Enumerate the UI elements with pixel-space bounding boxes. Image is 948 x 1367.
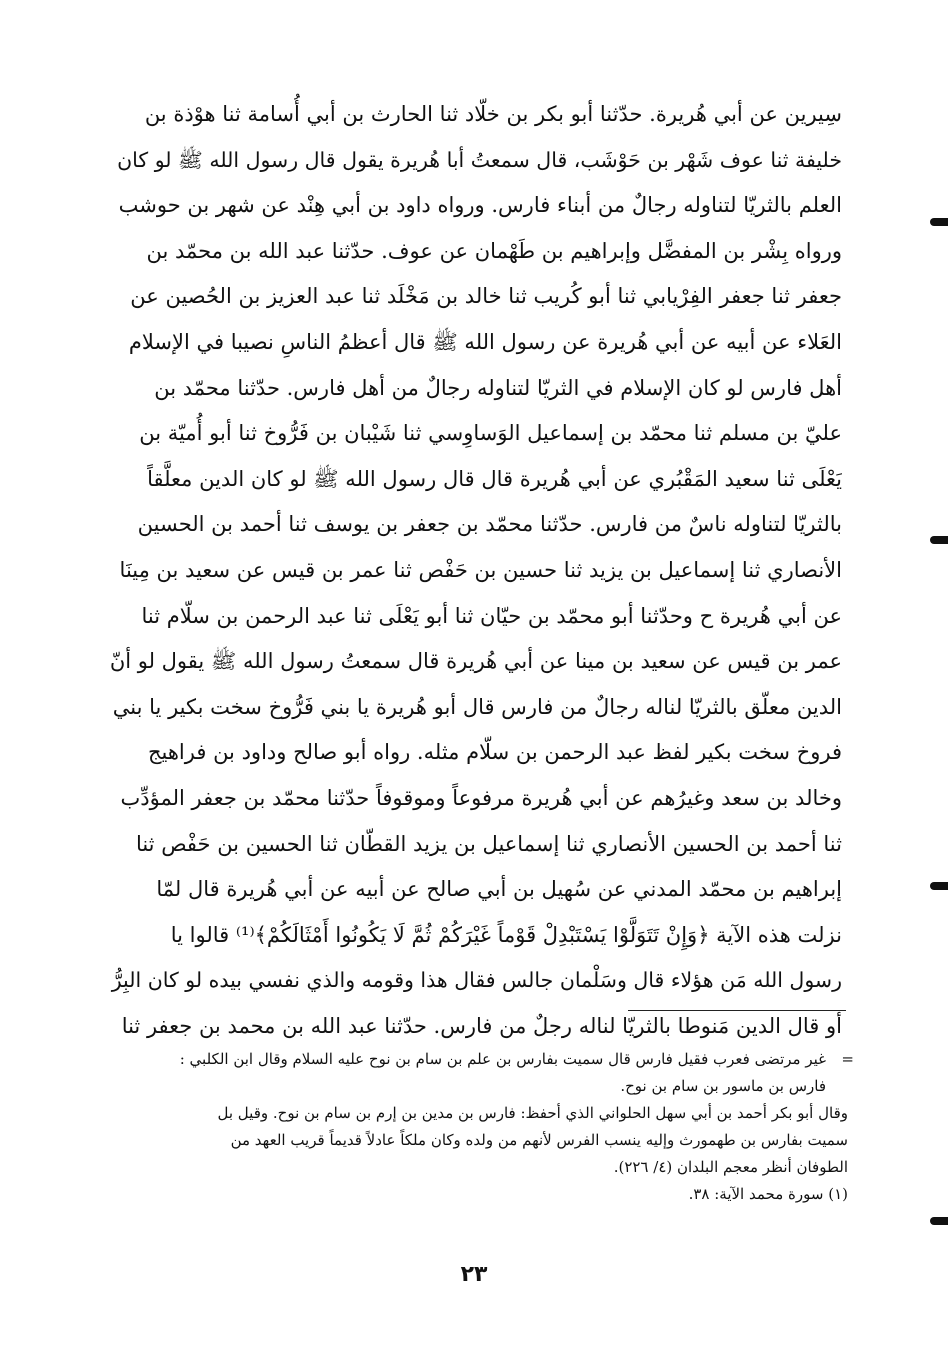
footnote-line: سميت بفارس بن طهمورث وإليه ينسب الفرس لأنهم من ولده وكان ملكاً عادلاً قديماً قريب العهد من xyxy=(230,1131,848,1149)
footnote-line: وقال أبو بكر أحمد بن أبي سهل الحلواني الذي أحفظ: فارس بن مدين بن إرم بن سام بن نوح. وقيل بل xyxy=(217,1104,848,1122)
page-number: ٢٣ xyxy=(460,1262,488,1287)
text-line: إبراهيم بن محمّد المدني عن سُهيل بن أبي صالح عن أبيه عن أبي هُريرة قال لمّا xyxy=(156,877,842,902)
footnote-line: غير مرتضى فعرب فقيل فارس قال سميت بفارس بن علم بن سام بن نوح عليه السلام وقال ابن الكلبي : xyxy=(179,1050,826,1068)
text-line: العَلاء عن أبيه عن أبي هُريرة عن رسول الله ﷺ قال أعظمُ الناسِ نصيبا في الإسلام xyxy=(128,329,842,354)
quran-verse-line: نزلت هذه الآية ﴿وَإِنْ تَتَوَلَّوْا يَسْتَبْدِلْ قَوْماً غَيْرَكُمْ ثُمَّ لَا يَكُونُوا أَمْثَالَكُمْ﴾⁽¹⁾ قالوا يا xyxy=(170,922,842,947)
text-line: ثنا أحمد بن الحسين الأنصاري ثنا إسماعيل بن يزيد القطّان ثنا الحسين بن حَفْص ثنا xyxy=(135,831,842,856)
footnote-continuation-marker: = xyxy=(841,1050,854,1068)
text-line: يَعْلَى ثنا سعيد المَقْبُري عن أبي هُريرة قال قال رسول الله ﷺ لو كان الدين معلَّقاً xyxy=(147,466,842,491)
footnotes-section xyxy=(106,1046,854,1208)
text-line: أو قال الدين مَنوطا بالثريّا لناله رجلٌ من فارس. حدّثنا عبد الله بن محمد بن جعفر ثنا xyxy=(121,1013,842,1038)
text-line: جعفر ثنا جعفر الفِرْيابي ثنا أبو كُريب ثنا خالد بن مَخْلَد ثنا عبد العزيز بن الحُصين عن xyxy=(130,284,842,309)
text-line: بالثريّا لتناوله ناسٌ من فارس. حدّثنا محمّد بن جعفر بن يوسف ثنا أحمد بن الحسين xyxy=(137,512,842,537)
main-text-body xyxy=(108,92,842,1049)
text-line: سِيرين عن أبي هُريرة. حدّثنا أبو بكر بن خلّاد ثنا الحارث بن أبي أُسامة ثنا هوْذة بن xyxy=(144,102,842,126)
edge-scan-mark xyxy=(930,536,948,544)
text-line: عن أبي هُريرة ح وحدّثنا أبو محمّد بن حيّان ثنا أبو يَعْلَى ثنا عبد الرحمن بن سلّام ثنا xyxy=(141,603,842,628)
footnote-line: فارس بن ماسور بن سام بن نوح. xyxy=(620,1077,826,1095)
text-line: فروخ سخت بكير لفظ عبد الرحمن بن سلّام مثله. رواه أبو صالح وداود بن فراهيج xyxy=(147,740,842,765)
text-line: وخالد بن سعد وغيرُهم عن أبي هُريرة مرفوعاً وموقوفاً حدّثنا محمّد بن جعفر المؤدِّب xyxy=(120,785,842,810)
footnote-quran-reference: (١) سورة محمد الآية: ٣٨. xyxy=(688,1185,848,1203)
edge-scan-mark xyxy=(930,1217,948,1225)
edge-scan-mark xyxy=(930,218,948,226)
text-line: الدين معلّق بالثريّا لناله رجالٌ من فارس قال أبو هُريرة يا بني فَرُّوخ سخت بكير يا بني xyxy=(112,694,842,719)
text-line: رسول الله مَن هؤلاء قال وسَلْمان جالس فقال هذا وقومه والذي نفسي بيده لو كان البِرُّ xyxy=(111,968,842,993)
text-line: أهل فارس لو كان الإسلام في الثريّا لتناوله رجالٌ من أهل فارس. حدّثنا محمّد بن xyxy=(154,375,842,400)
text-line: عمر بن قيس عن سعيد بن مينا عن أبي هُريرة قال سمعتُ رسول الله ﷺ يقول لو أنّ xyxy=(109,649,842,674)
text-line: الأنصاري ثنا إسماعيل بن يزيد ثنا حسين بن حَفْص ثنا عمر بن قيس عن سعيد بن مِينَا xyxy=(119,557,842,582)
text-line: العلم بالثريّا لتناوله رجالٌ من أبناء فارس. ورواه داود بن أبي هِنْد عن شهر بن حوشب xyxy=(118,193,842,218)
footnote-line: الطوفان أنظر معجم البلدان (٤/ ٢٢٦). xyxy=(613,1158,848,1176)
edge-scan-mark xyxy=(930,882,948,890)
text-line: خليفة ثنا عوف شَهْر بن حَوْشَب، قال سمعتُ أبا هُريرة يقول قال رسول الله ﷺ لو كان xyxy=(117,147,842,172)
text-line: عليّ بن مسلم ثنا محمّد بن إسماعيل الوَساوِسي ثنا شَيْبان بن فَرُّوخ ثنا أبو أُميّة بن xyxy=(139,421,842,446)
footnote-separator xyxy=(628,1010,846,1011)
text-line: ورواه بِشْر بن المفضَّل وإبراهيم بن طَهْمان عن عوف. حدّثنا عبد الله بن محمّد بن xyxy=(146,238,842,263)
